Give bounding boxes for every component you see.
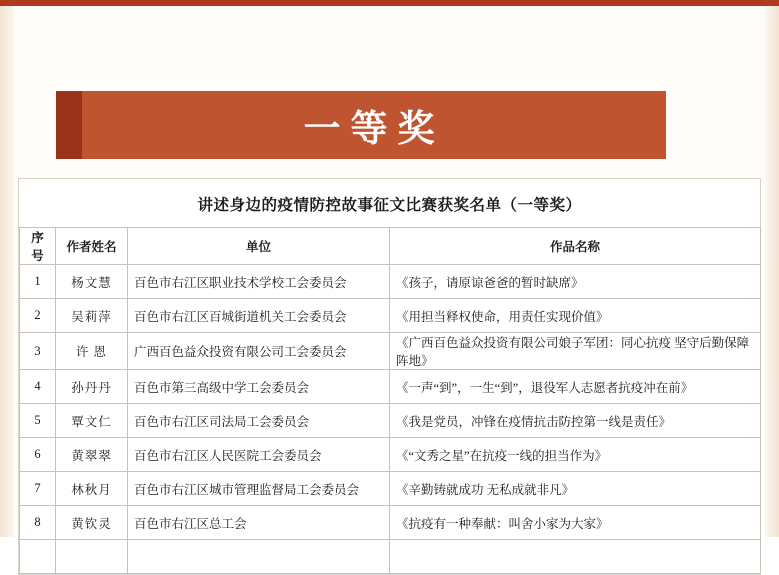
cell-unit: 百色市右江区职业技术学校工会委员会 — [128, 265, 390, 299]
cell-author: 覃文仁 — [56, 404, 128, 438]
cell-no: 8 — [20, 506, 56, 540]
cell-no: 1 — [20, 265, 56, 299]
cell-work: 《孩子，请原谅爸爸的暂时缺席》 — [390, 265, 761, 299]
cell-author: 吴莉萍 — [56, 299, 128, 333]
cell-no: 3 — [20, 333, 56, 370]
award-table — [19, 227, 761, 574]
cell-author: 许 恩 — [56, 333, 128, 370]
cell-no: 5 — [20, 404, 56, 438]
cell-work: 《用担当释权使命，用责任实现价值》 — [390, 299, 761, 333]
cell-author: 孙丹丹 — [56, 370, 128, 404]
table-row — [20, 506, 761, 540]
table-row — [20, 299, 761, 333]
table-row — [20, 333, 761, 370]
table-row — [20, 472, 761, 506]
banner-main-block — [82, 91, 666, 159]
cell-work: 《“文秀之星”在抗疫一线的担当作为》 — [390, 438, 761, 472]
cell-no: 2 — [20, 299, 56, 333]
award-list-card — [18, 178, 761, 575]
cell-no — [20, 540, 56, 574]
table-row — [20, 265, 761, 299]
cell-author: 杨文慧 — [56, 265, 128, 299]
cell-unit: 百色市右江区人民医院工会委员会 — [128, 438, 390, 472]
table-header-row — [20, 228, 761, 265]
cell-work: 《辛勤铸就成功 无私成就非凡》 — [390, 472, 761, 506]
table-row-clipped — [20, 540, 761, 574]
left-gradient-edge — [0, 6, 14, 537]
table-row — [20, 404, 761, 438]
cell-work: 《抗疫有一种奉献：叫舍小家为大家》 — [390, 506, 761, 540]
table-row — [20, 438, 761, 472]
cell-unit: 百色市右江区百城街道机关工会委员会 — [128, 299, 390, 333]
column-header-work: 作品名称 — [390, 228, 761, 265]
cell-work: 《一声“到”，一生“到”，退役军人志愿者抗疫冲在前》 — [390, 370, 761, 404]
page-title: 讲述身边的疫情防控故事征文比赛获奖名单（一等奖） — [197, 197, 582, 214]
cell-no: 6 — [20, 438, 56, 472]
cell-author: 林秋月 — [56, 472, 128, 506]
table-row — [20, 370, 761, 404]
cell-unit — [128, 540, 390, 574]
column-header-author: 作者姓名 — [56, 228, 128, 265]
cell-no: 7 — [20, 472, 56, 506]
page-content — [14, 6, 765, 537]
cell-unit: 百色市第三高级中学工会委员会 — [128, 370, 390, 404]
cell-author: 黄翠翠 — [56, 438, 128, 472]
cell-work: 《我是党员，冲锋在疫情抗击防控第一线是责任》 — [390, 404, 761, 438]
cell-unit: 百色市右江区城市管理监督局工会委员会 — [128, 472, 390, 506]
cell-work: 《广西百色益众投资有限公司娘子军团：同心抗疫 坚守后勤保障阵地》 — [390, 333, 761, 370]
table-body — [20, 265, 761, 574]
banner-accent-block — [56, 91, 82, 159]
cell-author — [56, 540, 128, 574]
cell-work — [390, 540, 761, 574]
column-header-unit: 单位 — [128, 228, 390, 265]
cell-unit: 广西百色益众投资有限公司工会委员会 — [128, 333, 390, 370]
cell-unit: 百色市右江区总工会 — [128, 506, 390, 540]
column-header-no: 序号 — [20, 228, 56, 265]
award-banner — [56, 91, 666, 159]
banner-title: 一等奖 — [303, 106, 445, 150]
cell-unit: 百色市右江区司法局工会委员会 — [128, 404, 390, 438]
cell-no: 4 — [20, 370, 56, 404]
right-gradient-edge — [765, 6, 779, 537]
cell-author: 黄钦灵 — [56, 506, 128, 540]
